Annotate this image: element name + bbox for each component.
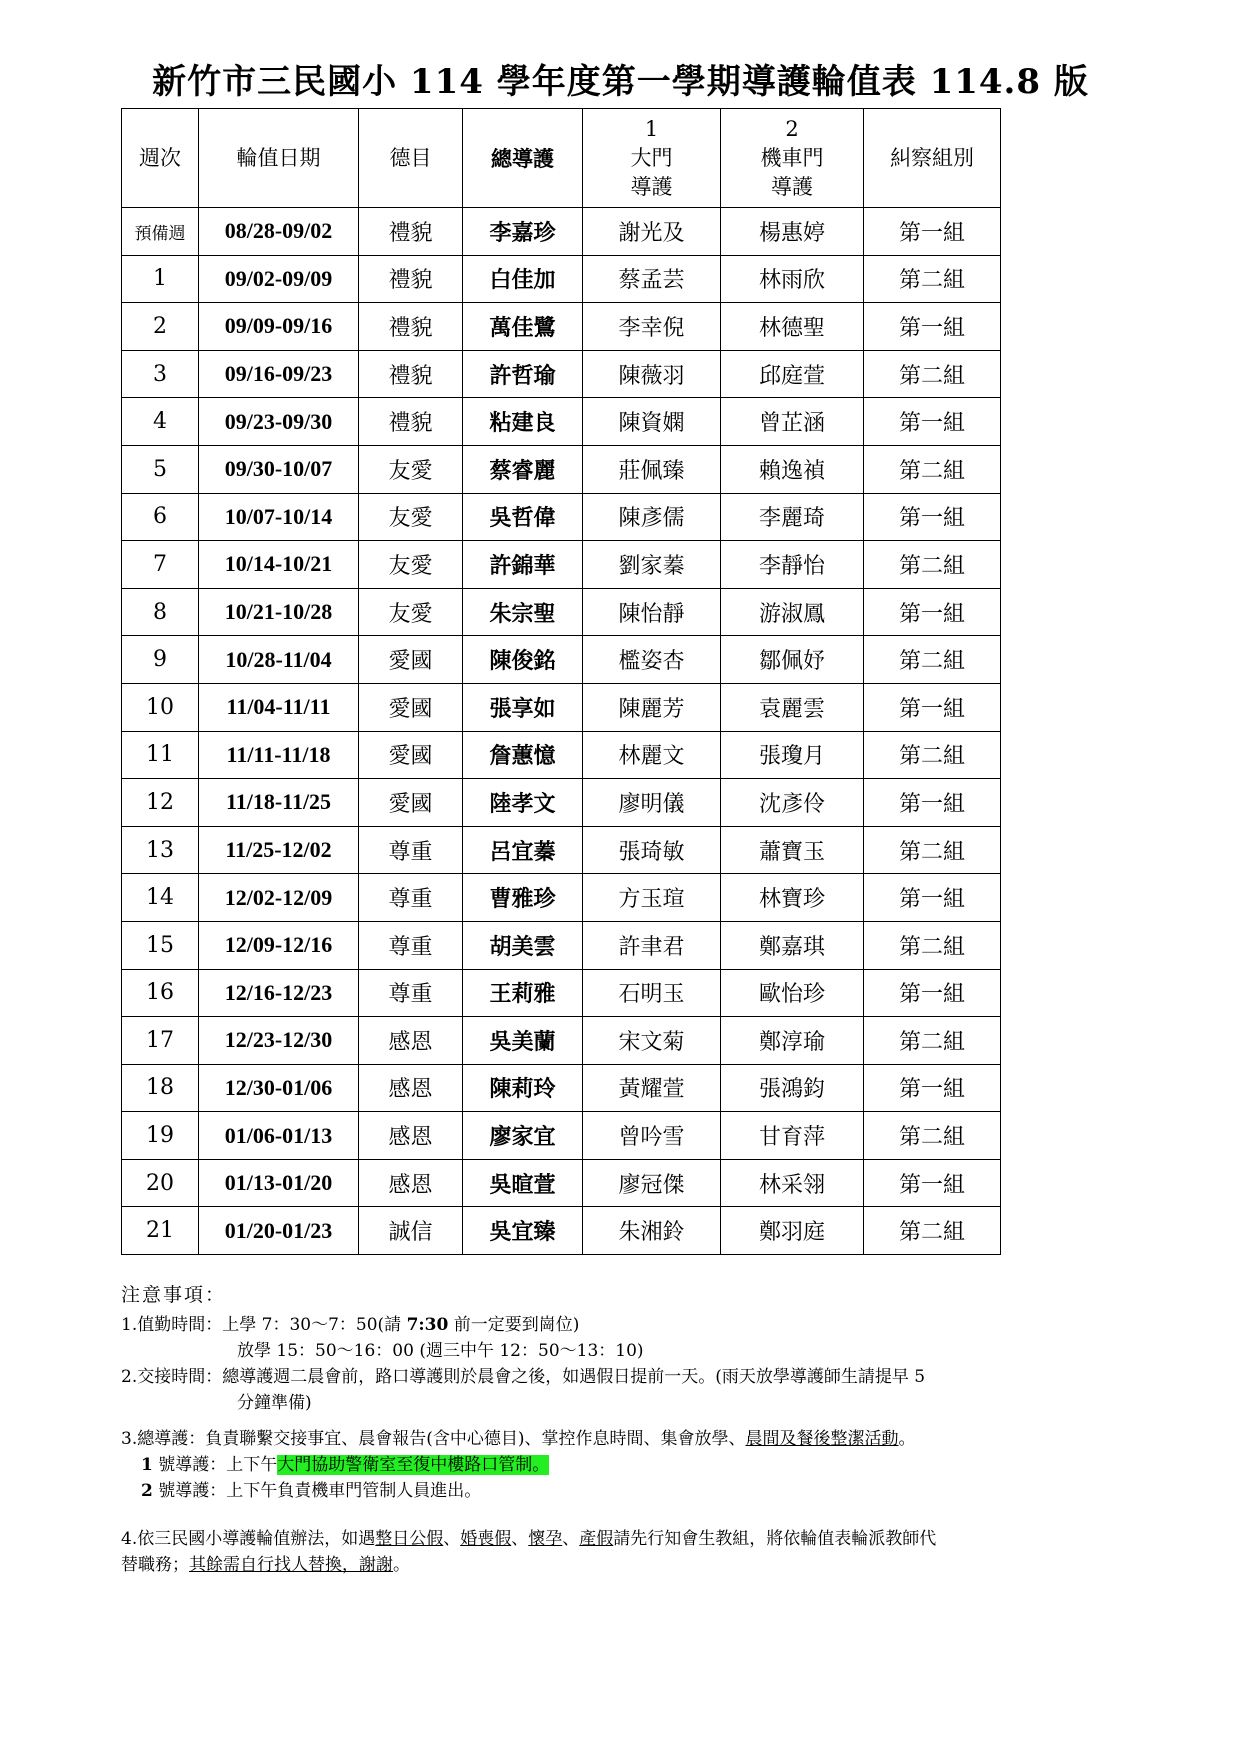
cell-chief: 白佳加 [463,255,583,303]
cell-virtue: 禮貌 [359,398,463,446]
cell-week: 3 [122,350,199,398]
cell-gate2-guard: 李靜怡 [721,541,864,589]
table-row [122,350,1001,398]
cell-dates: 12/16-12/23 [199,969,359,1017]
cell-chief: 許哲瑜 [463,350,583,398]
note-1 [121,1312,1121,1338]
cell-chief: 吳宜臻 [463,1207,583,1255]
note-3-guard-1-text: 號導護：上下午 [152,1455,278,1475]
cell-week: 預備週 [122,208,199,256]
cell-chief: 蔡睿麗 [463,445,583,493]
cell-week: 5 [122,445,199,493]
cell-virtue: 感恩 [359,1159,463,1207]
header-gate1-number: 1 [644,116,659,141]
cell-gate1-guard: 陳資嫻 [583,398,721,446]
cell-week: 9 [122,636,199,684]
header-chief: 總導護 [463,109,583,208]
cell-virtue: 尊重 [359,921,463,969]
cell-gate2-guard: 林德聖 [721,303,864,351]
cell-dates: 12/30-01/06 [199,1064,359,1112]
cell-chief: 朱宗聖 [463,588,583,636]
cell-week: 16 [122,969,199,1017]
header-virtue: 德目 [359,109,463,208]
cell-group: 第二組 [864,1017,1001,1065]
cell-virtue: 禮貌 [359,350,463,398]
cell-virtue: 感恩 [359,1112,463,1160]
cell-dates: 09/23-09/30 [199,398,359,446]
cell-group: 第一組 [864,303,1001,351]
cell-group: 第一組 [864,1064,1001,1112]
table-row [122,969,1001,1017]
cell-chief: 張享如 [463,683,583,731]
cell-dates: 11/04-11/11 [199,683,359,731]
cell-gate2-guard: 鄭羽庭 [721,1207,864,1255]
note-1-text-a: 1.值勤時間：上學 7：30～7：50(請 [121,1315,407,1335]
cell-group: 第一組 [864,969,1001,1017]
cell-group: 第二組 [864,255,1001,303]
table-row [122,1112,1001,1160]
cell-virtue: 誠信 [359,1207,463,1255]
header-gate1-sub: 導護 [630,174,673,199]
cell-week: 7 [122,541,199,589]
cell-gate2-guard: 甘育萍 [721,1112,864,1160]
table-row [122,255,1001,303]
table-row [122,874,1001,922]
cell-week: 13 [122,826,199,874]
cell-gate2-guard: 曾芷涵 [721,398,864,446]
cell-week: 1 [122,255,199,303]
table-row [122,826,1001,874]
cell-gate1-guard: 謝光及 [583,208,721,256]
table-row [122,1159,1001,1207]
note-3-underlined: 晨間及餐後整潔活動 [745,1429,899,1449]
table-row [122,208,1001,256]
cell-gate1-guard: 宋文菊 [583,1017,721,1065]
cell-virtue: 感恩 [359,1017,463,1065]
cell-virtue: 友愛 [359,588,463,636]
cell-dates: 12/02-12/09 [199,874,359,922]
cell-dates: 11/18-11/25 [199,779,359,827]
note-4-text-j: 替職務； [121,1555,189,1575]
cell-gate2-guard: 袁麗雲 [721,683,864,731]
header-gate2-sub: 導護 [771,174,813,199]
notes-section [121,1282,1121,1578]
cell-chief: 陳莉玲 [463,1064,583,1112]
header-dates: 輪值日期 [199,109,359,208]
table-row [122,921,1001,969]
cell-chief: 王莉雅 [463,969,583,1017]
cell-dates: 09/30-10/07 [199,445,359,493]
note-4-leave-2: 婚喪假 [460,1529,512,1549]
cell-gate2-guard: 邱庭萱 [721,350,864,398]
cell-week: 20 [122,1159,199,1207]
note-3 [121,1426,1121,1452]
cell-group: 第一組 [864,1159,1001,1207]
header-gate2 [721,109,864,208]
cell-week: 17 [122,1017,199,1065]
table-row [122,683,1001,731]
note-2-cont: 分鐘準備) [237,1393,312,1413]
cell-week: 14 [122,874,199,922]
note-3-guard-1-num: 1 [141,1455,153,1475]
table-row [122,445,1001,493]
table-row [122,398,1001,446]
cell-week: 10 [122,683,199,731]
cell-group: 第二組 [864,445,1001,493]
cell-gate1-guard: 曾吟雪 [583,1112,721,1160]
cell-dates: 12/23-12/30 [199,1017,359,1065]
cell-chief: 吳暄萱 [463,1159,583,1207]
cell-chief: 陳俊銘 [463,636,583,684]
cell-dates: 10/14-10/21 [199,541,359,589]
cell-chief: 呂宜蓁 [463,826,583,874]
cell-chief: 李嘉珍 [463,208,583,256]
cell-dates: 08/28-09/02 [199,208,359,256]
cell-group: 第二組 [864,731,1001,779]
cell-virtue: 愛國 [359,731,463,779]
note-4-leave-1: 整日公假 [375,1529,444,1549]
table-row [122,541,1001,589]
note-4-sep-2: 、 [511,1529,529,1549]
note-3-guard-2-num: 2 [141,1481,153,1501]
cell-gate1-guard: 石明玉 [583,969,721,1017]
table-row [122,779,1001,827]
cell-group: 第一組 [864,493,1001,541]
note-4-leave-3: 懷孕 [528,1529,563,1549]
table-header-row [122,109,1001,208]
cell-gate2-guard: 歐怡珍 [721,969,864,1017]
header-gate2-number: 2 [785,116,799,141]
cell-chief: 萬佳鷺 [463,303,583,351]
cell-week: 21 [122,1207,199,1255]
note-1-time: 7:30 [406,1315,449,1335]
note-4-cont [121,1552,1121,1578]
cell-gate1-guard: 陳薇羽 [583,350,721,398]
cell-week: 8 [122,588,199,636]
cell-virtue: 禮貌 [359,303,463,351]
cell-virtue: 愛國 [359,779,463,827]
cell-gate2-guard: 林寶珍 [721,874,864,922]
cell-chief: 廖家宜 [463,1112,583,1160]
table-row [122,731,1001,779]
note-3-guard-1 [121,1452,1121,1478]
cell-chief: 吳美蘭 [463,1017,583,1065]
cell-virtue: 愛國 [359,636,463,684]
cell-gate2-guard: 沈彥伶 [721,779,864,827]
cell-virtue: 禮貌 [359,208,463,256]
cell-chief: 詹蕙憶 [463,731,583,779]
cell-gate1-guard: 陳彥儒 [583,493,721,541]
header-gate1-label: 大門 [630,145,673,170]
cell-group: 第二組 [864,636,1001,684]
cell-virtue: 感恩 [359,1064,463,1112]
cell-gate1-guard: 廖明儀 [583,779,721,827]
cell-gate1-guard: 張琦敏 [583,826,721,874]
page-title: 新竹市三民國小 114 學年度第一學期導護輪值表 114.8 版 [152,62,1089,102]
cell-gate1-guard: 李幸倪 [583,303,721,351]
cell-gate1-guard: 陳麗芳 [583,683,721,731]
cell-virtue: 尊重 [359,874,463,922]
cell-dates: 09/16-09/23 [199,350,359,398]
cell-week: 6 [122,493,199,541]
cell-dates: 11/25-12/02 [199,826,359,874]
cell-group: 第二組 [864,350,1001,398]
cell-gate2-guard: 張瓊月 [721,731,864,779]
note-4-sep-3: 、 [562,1529,580,1549]
cell-gate2-guard: 鄒佩妤 [721,636,864,684]
cell-group: 第一組 [864,208,1001,256]
cell-dates: 12/09-12/16 [199,921,359,969]
header-group: 糾察組別 [864,109,1001,208]
cell-gate1-guard: 廖冠傑 [583,1159,721,1207]
cell-gate2-guard: 游淑鳳 [721,588,864,636]
cell-chief: 曹雅珍 [463,874,583,922]
table-row [122,1064,1001,1112]
cell-week: 11 [122,731,199,779]
cell-dates: 11/11-11/18 [199,731,359,779]
cell-dates: 10/28-11/04 [199,636,359,684]
cell-gate2-guard: 林雨欣 [721,255,864,303]
header-gate1 [583,109,721,208]
table-row [122,1017,1001,1065]
cell-week: 18 [122,1064,199,1112]
cell-dates: 01/13-01/20 [199,1159,359,1207]
cell-virtue: 友愛 [359,445,463,493]
cell-chief: 吳哲偉 [463,493,583,541]
note-3-guard-2-text: 號導護：上下午負責機車門管制人員進出。 [152,1481,482,1501]
cell-chief: 胡美雲 [463,921,583,969]
cell-week: 19 [122,1112,199,1160]
cell-dates: 01/20-01/23 [199,1207,359,1255]
cell-group: 第一組 [864,779,1001,827]
note-4-text-a: 4.依三民國小導護輪值辦法，如遇 [121,1529,376,1549]
note-3-text-c: 。 [898,1429,916,1449]
cell-dates: 09/09-09/16 [199,303,359,351]
note-4-leave-4: 產假 [579,1529,614,1549]
table-row [122,1207,1001,1255]
cell-dates: 10/07-10/14 [199,493,359,541]
cell-gate1-guard: 黃耀萱 [583,1064,721,1112]
cell-week: 2 [122,303,199,351]
cell-week: 12 [122,779,199,827]
cell-virtue: 禮貌 [359,255,463,303]
cell-dates: 10/21-10/28 [199,588,359,636]
header-week: 週次 [122,109,199,208]
cell-gate1-guard: 許聿君 [583,921,721,969]
cell-gate1-guard: 莊佩臻 [583,445,721,493]
cell-gate2-guard: 李麗琦 [721,493,864,541]
note-4 [121,1526,1121,1552]
cell-gate1-guard: 劉家蓁 [583,541,721,589]
cell-virtue: 愛國 [359,683,463,731]
cell-gate2-guard: 蕭寶玉 [721,826,864,874]
note-4-sep-1: 、 [443,1529,461,1549]
cell-gate1-guard: 方玉瑄 [583,874,721,922]
note-1-dismissal: 放學 15：50～16：00 (週三中午 12：50～13：10) [237,1341,644,1361]
cell-gate2-guard: 賴逸禎 [721,445,864,493]
cell-gate1-guard: 陳怡靜 [583,588,721,636]
cell-week: 4 [122,398,199,446]
cell-group: 第一組 [864,874,1001,922]
cell-gate2-guard: 林采翎 [721,1159,864,1207]
cell-group: 第二組 [864,1112,1001,1160]
note-3-text-a: 3.總導護：負責聯繫交接事宜、晨會報告(含中心德目)、掌控作息時間、集會放學、 [121,1429,746,1449]
cell-gate1-guard: 蔡孟芸 [583,255,721,303]
cell-gate2-guard: 楊惠婷 [721,208,864,256]
table-row [122,636,1001,684]
note-2: 2.交接時間：總導護週二晨會前，路口導護則於晨會之後，如遇假日提前一天。(雨天放學導護師生請提早 5 [121,1367,926,1387]
cell-gate1-guard: 林麗文 [583,731,721,779]
duty-roster-table [121,108,1001,1255]
note-4-underlined: 其餘需自行找人替換，謝謝 [189,1555,393,1575]
cell-virtue: 尊重 [359,826,463,874]
cell-gate1-guard: 朱湘鈴 [583,1207,721,1255]
note-1-text-c: 前一定要到崗位) [448,1315,580,1335]
cell-group: 第二組 [864,1207,1001,1255]
cell-group: 第二組 [864,541,1001,589]
cell-gate2-guard: 鄭嘉琪 [721,921,864,969]
cell-virtue: 友愛 [359,541,463,589]
table-row [122,493,1001,541]
note-3-guard-2 [121,1478,1121,1504]
cell-gate1-guard: 檻姿杏 [583,636,721,684]
note-3-guard-1-highlight: 大門協助警衛室至復中樓路口管制。 [277,1455,550,1475]
note-4-text-i: 請先行知會生教組，將依輪值表輪派教師代 [613,1529,937,1549]
cell-gate2-guard: 張鴻鈞 [721,1064,864,1112]
cell-virtue: 尊重 [359,969,463,1017]
cell-dates: 09/02-09/09 [199,255,359,303]
table-row [122,588,1001,636]
cell-group: 第一組 [864,398,1001,446]
cell-group: 第一組 [864,588,1001,636]
header-gate2-label: 機車門 [760,145,824,170]
cell-gate2-guard: 鄭淳瑜 [721,1017,864,1065]
cell-group: 第一組 [864,683,1001,731]
cell-group: 第二組 [864,826,1001,874]
notes-heading: 注意事項： [121,1284,227,1306]
table-row [122,303,1001,351]
table-body [122,208,1001,1255]
cell-chief: 陸孝文 [463,779,583,827]
cell-week: 15 [122,921,199,969]
cell-group: 第二組 [864,921,1001,969]
note-4-text-l: 。 [393,1555,410,1575]
cell-dates: 01/06-01/13 [199,1112,359,1160]
cell-chief: 許錦華 [463,541,583,589]
cell-virtue: 友愛 [359,493,463,541]
cell-chief: 粘建良 [463,398,583,446]
